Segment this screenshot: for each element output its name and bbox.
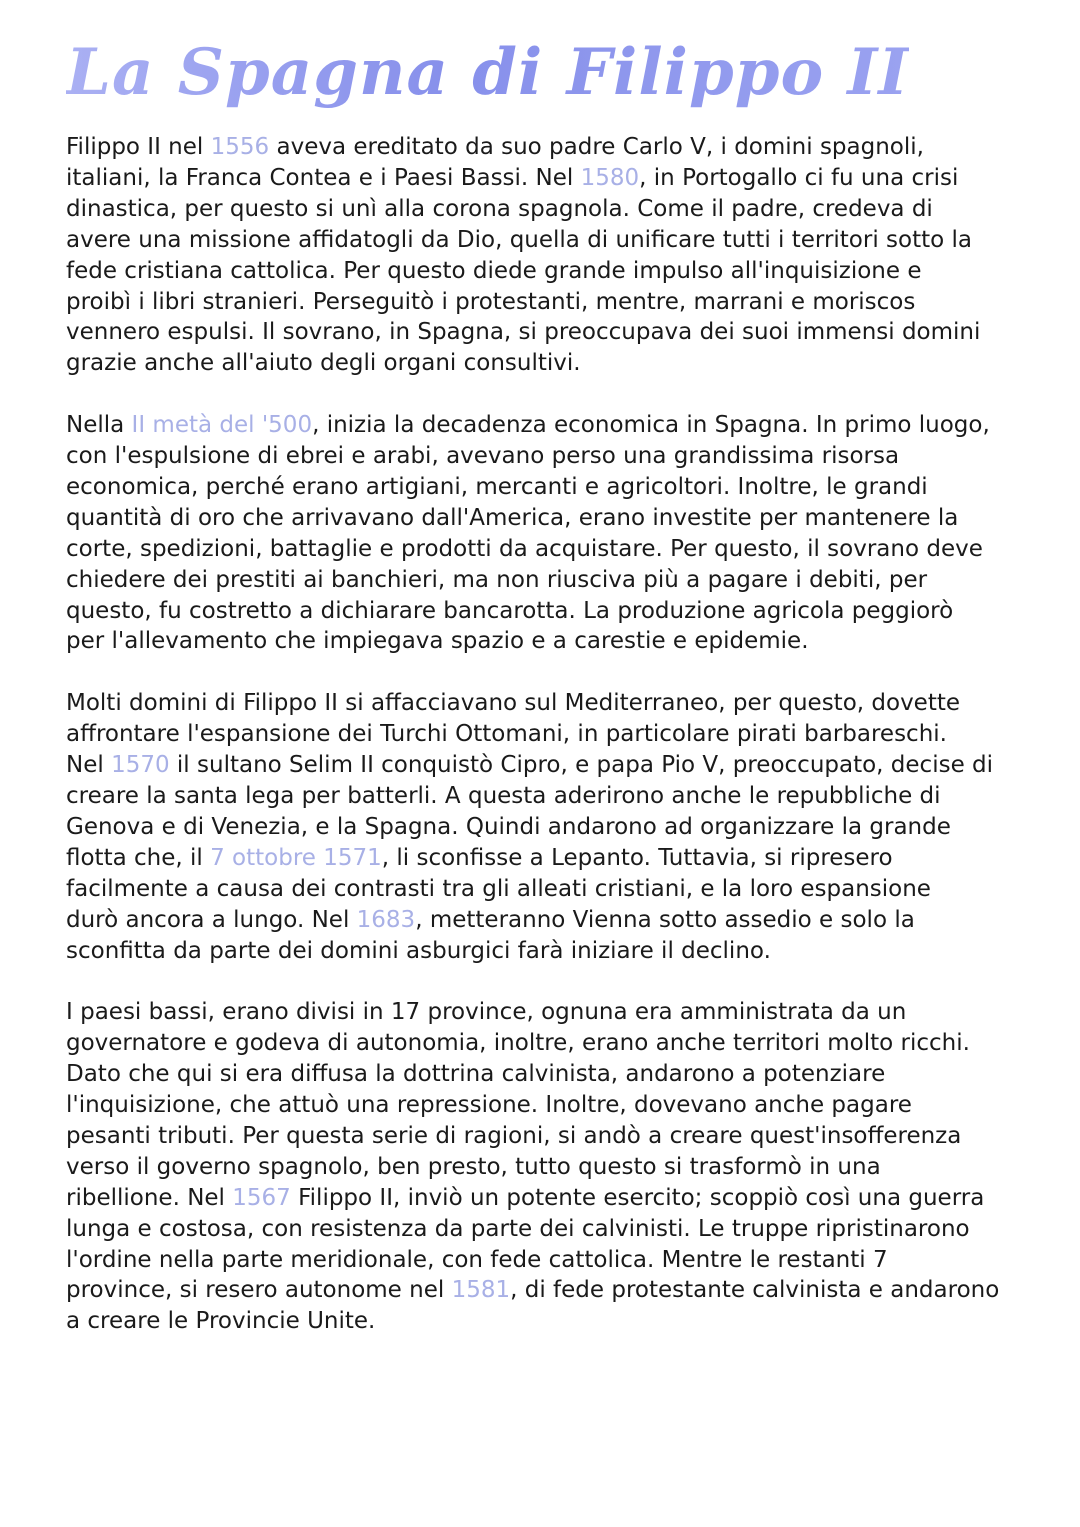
text-line — [66, 1059, 1046, 1090]
text-line — [66, 410, 1046, 441]
text-line — [66, 997, 1046, 1028]
text-segment: Genova e di Venezia, e la Spagna. Quindi andarono ad organizzare la grande — [66, 813, 951, 840]
text-line — [66, 905, 1046, 936]
text-line — [66, 719, 1046, 750]
text-segment: province, si resero autonome nel — [66, 1277, 452, 1304]
text-segment: , inizia la decadenza economica in Spagna. In primo luogo, — [312, 412, 990, 439]
text-segment: , di fede protestante calvinista e andarono — [510, 1277, 1000, 1304]
text-line — [66, 812, 1046, 843]
text-segment: , in Portogallo ci fu una crisi — [639, 164, 959, 191]
text-segment: flotta che, il — [66, 844, 211, 871]
text-segment: creare la santa lega per batterli. A questa aderirono anche le repubbliche di — [66, 783, 941, 809]
text-segment: questo, fu costretto a dichiarare bancarotta. La produzione agricola peggiorò — [66, 597, 954, 624]
text-line — [66, 472, 1046, 503]
highlighted-date: 1581 — [451, 1277, 511, 1304]
text-line — [66, 1183, 1046, 1214]
text-segment: Dato che qui si era diffusa la dottrina calvinista, andarono a potenziare — [66, 1061, 886, 1088]
text-segment: Nella — [66, 412, 132, 439]
highlighted-date: 1570 — [111, 752, 170, 779]
text-segment: affrontare l'espansione dei Turchi Ottomani, in particolare pirati barbareschi. — [66, 721, 947, 748]
text-line — [66, 688, 1046, 719]
text-line — [66, 843, 1046, 874]
paragraph — [66, 997, 1046, 1337]
text-segment: corte, spedizioni, battaglie e prodotti da acquistare. Per questo, il sovrano deve — [66, 535, 983, 562]
highlighted-date: 1567 — [232, 1184, 291, 1211]
text-line — [66, 441, 1046, 472]
text-segment: fede cristiana cattolica. Per questo diede grande impulso all'inquisizione e — [66, 257, 922, 284]
text-segment: a creare le Provincie Unite. — [66, 1308, 376, 1335]
text-segment: economica, perché erano artigiani, mercanti e agricoltori. Inoltre, le grandi — [66, 473, 928, 500]
text-line — [66, 287, 1046, 318]
text-line — [66, 750, 1046, 781]
text-segment: chiedere dei prestiti ai banchieri, ma non riusciva più a pagare i debiti, per — [66, 566, 928, 593]
text-segment: durò ancora a lungo. Nel — [66, 906, 357, 933]
text-line — [66, 1306, 1046, 1337]
text-line — [66, 163, 1046, 194]
text-line — [66, 1214, 1046, 1245]
text-line — [66, 1090, 1046, 1121]
highlighted-date: 1683 — [356, 906, 416, 933]
text-segment: italiani, la Franca Contea e i Paesi Bassi. Nel — [66, 164, 581, 191]
text-line — [66, 256, 1046, 287]
highlighted-date: 7 ottobre 1571 — [210, 844, 382, 871]
text-segment: ribellione. Nel — [66, 1184, 233, 1211]
text-segment: I paesi bassi, erano divisi in 17 province, ognuna era amministrata da un — [66, 999, 907, 1026]
text-segment: grazie anche all'aiuto degli organi consultivi. — [66, 350, 581, 377]
text-line — [66, 534, 1046, 565]
highlighted-date: II metà del '500 — [131, 412, 313, 439]
text-segment: proibì i libri stranieri. Perseguitò i protestanti, mentre, marrani e moriscos — [66, 288, 916, 315]
text-line — [66, 1028, 1046, 1059]
text-line — [66, 348, 1046, 379]
text-line — [66, 1121, 1046, 1152]
text-line — [66, 132, 1046, 163]
text-segment: quantità di oro che arrivavano dall'America, erano investite per mantenere la — [66, 504, 959, 531]
text-segment: , li sconfisse a Lepanto. Tuttavia, si ripresero — [381, 844, 893, 871]
text-segment: avere una missione affidatogli da Dio, quella di unificare tutti i territori sotto la — [66, 226, 972, 253]
text-line — [66, 317, 1046, 348]
text-line — [66, 225, 1046, 256]
text-line — [66, 503, 1046, 534]
text-segment: verso il governo spagnolo, ben presto, tutto questo si trasformò in una — [66, 1153, 881, 1180]
text-segment: per l'allevamento che impiegava spazio e a carestie e epidemie. — [66, 628, 809, 655]
text-segment: l'inquisizione, che attuò una repressione. Inoltre, dovevano anche pagare — [66, 1092, 912, 1119]
page-title: La Spagna di Filippo II — [66, 28, 909, 118]
highlighted-date: 1556 — [210, 134, 270, 160]
text-segment: facilmente a causa dei contrasti tra gli alleati cristiani, e la loro espansione — [66, 875, 931, 902]
text-segment: con l'espulsione di ebrei e arabi, avevano perso una grandissima risorsa — [66, 443, 900, 470]
text-line — [66, 874, 1046, 905]
paragraph — [66, 410, 1046, 657]
paragraph — [66, 688, 1046, 966]
text-line — [66, 936, 1046, 967]
text-line — [66, 781, 1046, 812]
text-segment: aveva ereditato da suo padre Carlo V, i domini spagnoli, — [269, 134, 924, 160]
document-body — [66, 132, 1046, 1368]
text-segment: vennero espulsi. Il sovrano, in Spagna, si preoccupava dei suoi immensi domini — [66, 319, 981, 346]
text-line — [66, 1245, 1046, 1276]
text-segment: Filippo II, inviò un potente esercito; scoppiò così una guerra — [290, 1184, 985, 1211]
text-line — [66, 1152, 1046, 1183]
text-segment: pesanti tributi. Per questa serie di ragioni, si andò a creare quest'insofferenza — [66, 1122, 962, 1149]
text-segment: il sultano Selim II conquistò Cipro, e papa Pio V, preoccupato, decise di — [169, 752, 994, 779]
text-line — [66, 626, 1046, 657]
text-line — [66, 1275, 1046, 1306]
text-segment: lunga e costosa, con resistenza da parte dei calvinisti. Le truppe ripristinarono — [66, 1215, 970, 1242]
highlighted-date: 1580 — [580, 164, 640, 191]
text-segment: l'ordine nella parte meridionale, con fede cattolica. Mentre le restanti 7 — [66, 1246, 888, 1273]
text-segment: dinastica, per questo si unì alla corona spagnola. Come il padre, credeva di — [66, 195, 933, 222]
text-line — [66, 565, 1046, 596]
text-segment: , metteranno Vienna sotto assedio e solo la — [415, 906, 915, 933]
text-segment: governatore e godeva di autonomia, inoltre, erano anche territori molto ricchi. — [66, 1030, 970, 1057]
text-line — [66, 194, 1046, 225]
text-line — [66, 596, 1046, 627]
text-segment: sconfitta da parte dei domini asburgici farà iniziare il declino. — [66, 937, 771, 964]
text-segment: Molti domini di Filippo II si affacciavano sul Mediterraneo, per questo, dovette — [66, 690, 961, 717]
text-segment: Filippo II nel — [66, 134, 211, 160]
text-segment: Nel — [66, 752, 112, 779]
paragraph — [66, 132, 1046, 379]
